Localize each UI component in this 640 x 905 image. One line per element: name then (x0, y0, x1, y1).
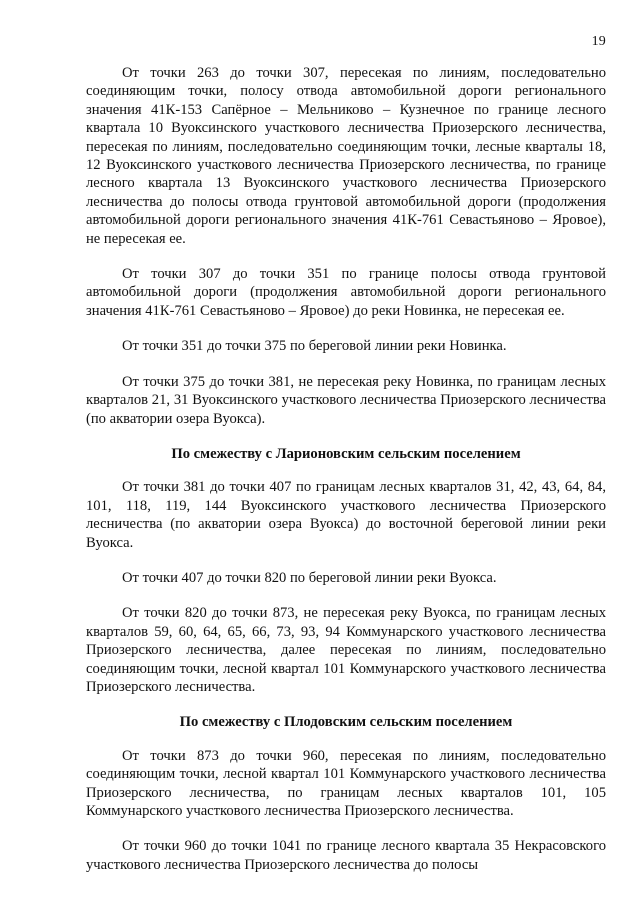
paragraph: От точки 351 до точки 375 по береговой линии реки Новинка. (122, 338, 507, 355)
document-body (86, 64, 606, 874)
paragraph: От точки 407 до точки 820 по береговой линии реки Вуокса. (122, 569, 497, 586)
paragraph: От точки 820 до точки 873, не пересекая реку Вуокса, по границам лесных кварталов 59, 60, 64, 65, 66, 73, 93, 94 Коммунарского участкового лесничества Приозерского лесничества, далее пересекая по линиям, последовательно соединяющим точки, лесной квартал 101 Коммунарского участкового лесничества Приозерского лесничества. (86, 605, 606, 695)
paragraph: От точки 375 до точки 381, не пересекая реку Новинка, по границам лесных кварталов 21, 31 Вуоксинского участкового лесничества Приозерского лесничества (по акватории озера Вуокса). (86, 373, 606, 427)
section-heading: По смежеству с Плодовским сельским поселением (179, 714, 513, 731)
paragraph: От точки 960 до точки 1041 по границе лесного квартала 35 Некрасовского участкового лесничества Приозерского лесничества до полосы (86, 838, 606, 873)
paragraph: От точки 263 до точки 307, пересекая по линиям, последовательно соединяющим точки, полосу отвода автомобильной дороги регионального значения 41К-153 Сапёрное – Мельниково – Кузнечное по границе лесного квартала 10 Вуоксинского участкового лесничества Приозерского лесничества, пересекая по линиям, последовательно соединяющим точки, лесные кварталы 18, 12 Вуоксинского участкового лесничества Приозерского лесничества, по границе лесного квартала 13 Вуоксинского участкового лесничества Приозерского лесничества до полосы отвода грунтовой автомобильной дороги (продолжения автомобильной дороги регионального значения 41К-761 Севастьяново – Яровое), не пересекая ее. (86, 65, 606, 247)
section-heading: По смежеству с Ларионовским сельским поселением (171, 445, 521, 462)
page-number: 19 (591, 34, 606, 49)
paragraph: От точки 381 до точки 407 по границам лесных кварталов 31, 42, 43, 64, 84, 101, 118, 119, 144 Вуоксинского участкового лесничества Приозерского лесничества (по акватории озера Вуокса) до восточной береговой линии реки Вуокса. (86, 479, 606, 551)
paragraph: От точки 307 до точки 351 по границе полосы отвода грунтовой автомобильной дороги (продолжения автомобильной дороги регионального значения 41К-761 Севастьяново – Яровое) до реки Новинка, не пересекая ее. (86, 266, 606, 319)
paragraph: От точки 873 до точки 960, пересекая по линиям, последовательно соединяющим точки, лесной квартал 101 Коммунарского участкового лесничества Приозерского лесничества, по границам лесных кварталов 101, 105 Коммунарского участкового лесничества Приозерского лесничества. (86, 747, 606, 819)
